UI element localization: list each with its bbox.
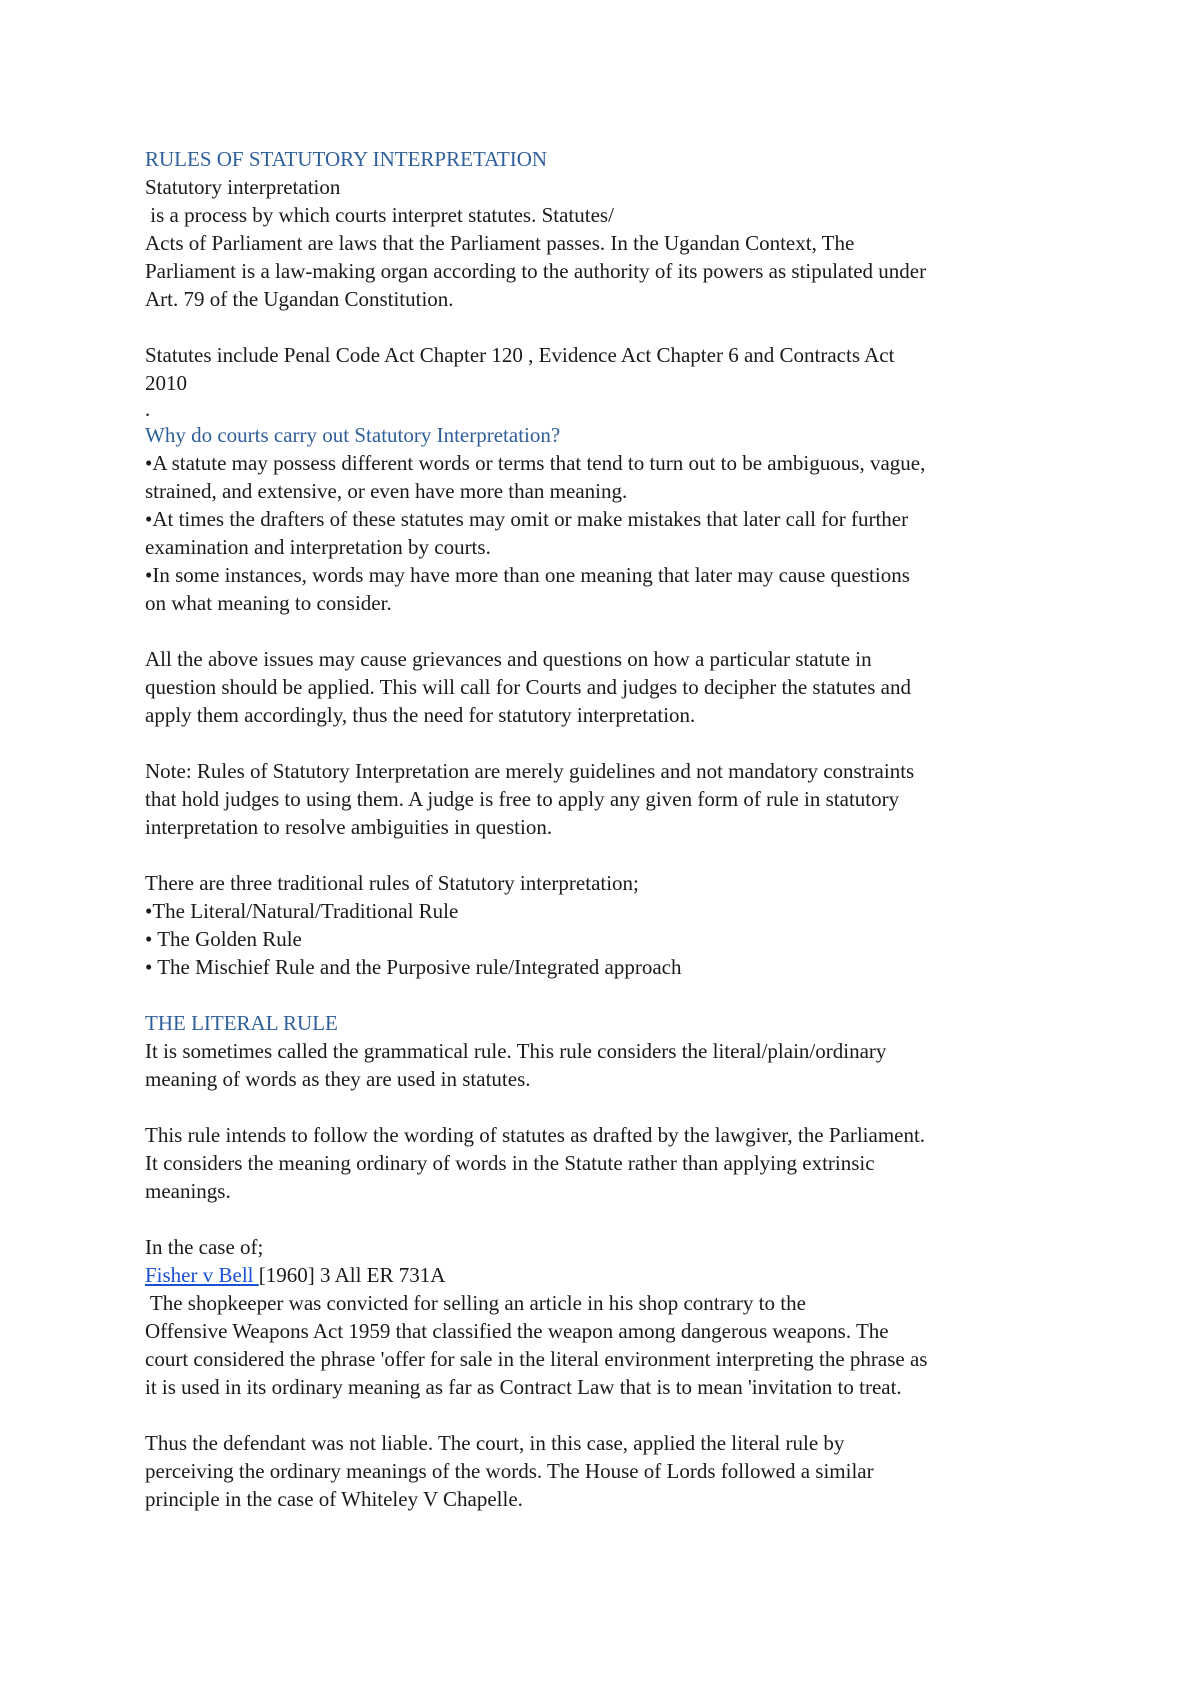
literal-line: It is sometimes called the grammatical rule. This rule considers the literal/plain/ordinary [145, 1039, 887, 1063]
conclusion-line: principle in the case of Whiteley V Chapelle. [145, 1487, 523, 1511]
fisher-v-bell-link[interactable]: Fisher v Bell [145, 1263, 259, 1287]
case-intro: In the case of; [145, 1235, 264, 1259]
literal-line: It considers the meaning ordinary of words in the Statute rather than applying extrinsic [145, 1151, 875, 1175]
why-bullet-line: strained, and extensive, or even have more than meaning. [145, 479, 628, 503]
statutes-line: 2010 [145, 371, 187, 395]
case-citation: [1960] 3 All ER 731A [258, 1263, 446, 1287]
literal-line: meaning of words as they are used in statutes. [145, 1067, 531, 1091]
case-citation-line [145, 1261, 1065, 1289]
literal-rule-heading: THE LITERAL RULE [145, 1011, 338, 1035]
issues-line: apply them accordingly, thus the need for statutory interpretation. [145, 703, 696, 727]
why-bullet-line: •A statute may possess different words or terms that tend to turn out to be ambiguous, vague, [145, 451, 926, 475]
rule-item: •The Literal/Natural/Traditional Rule [145, 899, 459, 923]
why-bullet-line: examination and interpretation by courts. [145, 535, 491, 559]
intro-line: is a process by which courts interpret statutes. Statutes/ [145, 203, 614, 227]
note-line: Note: Rules of Statutory Interpretation are merely guidelines and not mandatory constraints [145, 759, 915, 783]
rule-item: • The Golden Rule [145, 927, 302, 951]
why-bullet-line: •At times the drafters of these statutes may omit or make mistakes that later call for further [145, 507, 909, 531]
why-bullet-line: •In some instances, words may have more than one meaning that later may cause questions [145, 563, 910, 587]
literal-line: This rule intends to follow the wording of statutes as drafted by the lawgiver, the Parliament. [145, 1123, 926, 1147]
literal-line: meanings. [145, 1179, 231, 1203]
intro-line: Art. 79 of the Ugandan Constitution. [145, 287, 454, 311]
case-line: The shopkeeper was convicted for selling an article in his shop contrary to the [145, 1291, 806, 1315]
why-heading: Why do courts carry out Statutory Interpretation? [145, 423, 561, 447]
rule-item: • The Mischief Rule and the Purposive rule/Integrated approach [145, 955, 682, 979]
statutes-line: Statutes include Penal Code Act Chapter 120 , Evidence Act Chapter 6 and Contracts Act [145, 343, 895, 367]
conclusion-line: perceiving the ordinary meanings of the words. The House of Lords followed a similar [145, 1459, 874, 1483]
intro-line: Acts of Parliament are laws that the Parliament passes. In the Ugandan Context, The [145, 231, 855, 255]
why-bullet-line: on what meaning to consider. [145, 591, 392, 615]
stray-dot: . [145, 397, 151, 421]
case-line: court considered the phrase 'offer for sale in the literal environment interpreting the phrase as [145, 1347, 928, 1371]
note-line: interpretation to resolve ambiguities in question. [145, 815, 553, 839]
conclusion-line: Thus the defendant was not liable. The court, in this case, applied the literal rule by [145, 1431, 845, 1455]
issues-line: question should be applied. This will call for Courts and judges to decipher the statutes and [145, 675, 911, 699]
document-body [145, 145, 1065, 1513]
rules-intro: There are three traditional rules of Statutory interpretation; [145, 871, 639, 895]
case-line: Offensive Weapons Act 1959 that classified the weapon among dangerous weapons. The [145, 1319, 889, 1343]
document-title: RULES OF STATUTORY INTERPRETATION [145, 147, 548, 171]
intro-line: Parliament is a law-making organ according to the authority of its powers as stipulated under [145, 259, 927, 283]
issues-line: All the above issues may cause grievances and questions on how a particular statute in [145, 647, 872, 671]
note-line: that hold judges to using them. A judge is free to apply any given form of rule in statutory [145, 787, 900, 811]
intro-line: Statutory interpretation [145, 175, 341, 199]
case-line: it is used in its ordinary meaning as far as Contract Law that is to mean 'invitation to treat. [145, 1375, 902, 1399]
